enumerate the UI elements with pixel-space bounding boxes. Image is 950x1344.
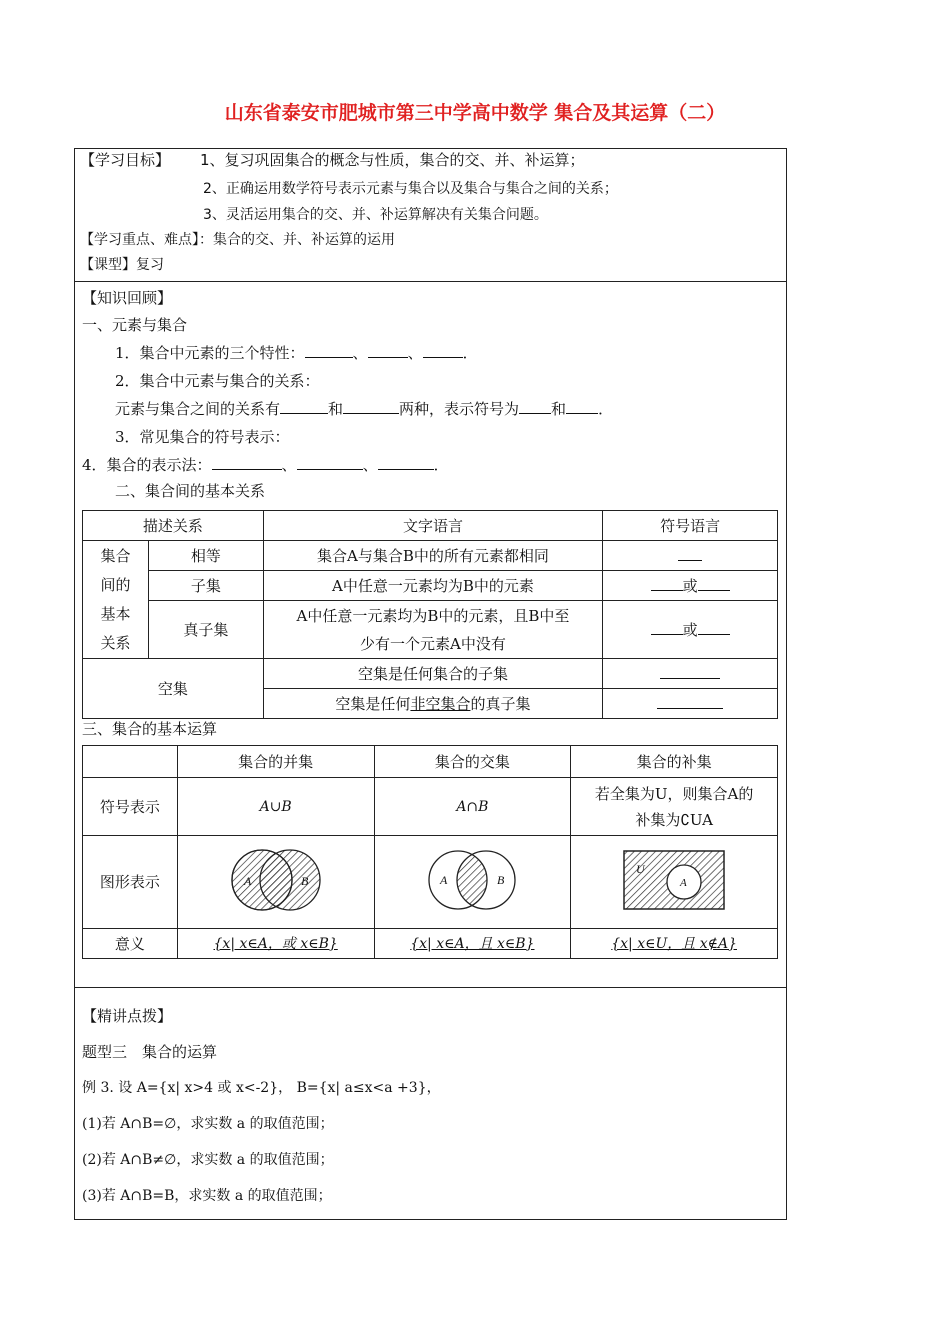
- question-1: (1)若 A∩B=∅，求实数 a 的取值范围；: [82, 1116, 334, 1132]
- complement-venn: [571, 836, 778, 929]
- practice-heading: 【精讲点拨】: [82, 1007, 173, 1025]
- union-venn-diagram: [226, 845, 326, 915]
- empty-set-blank-2: [603, 689, 778, 719]
- goal-3: 3、灵活运用集合的交、并、补运算解决有关集合问题。: [203, 207, 548, 223]
- union-meaning: {x| x∈A，或 x∈B}: [177, 929, 374, 959]
- relation-subset-name: 子集: [148, 571, 263, 601]
- complement-symbol: 若全集为U，则集合A的 补集为∁UA: [571, 778, 778, 836]
- relation-group-label: 集合 间的 基本 关系: [83, 541, 149, 659]
- goal-label: 【学习目标】: [80, 151, 171, 169]
- goal-1: 1、复习巩固集合的概念与性质，集合的交、并、补运算；: [200, 151, 585, 169]
- relation-header-desc: 描述关系: [83, 511, 264, 541]
- svg-text:A: A: [243, 873, 251, 888]
- operations-table: [82, 745, 778, 959]
- svg-text:B: B: [300, 873, 308, 888]
- relation-equal-blank: [603, 541, 778, 571]
- review-item-1: 1．集合中元素的三个特性： 、 、 ．: [115, 344, 478, 362]
- ops-row-symbol: 符号表示: [83, 778, 178, 836]
- lesson-type: 【课型】复习: [80, 257, 164, 273]
- question-2: (2)若 A∩B≠∅，求实数 a 的取值范围；: [82, 1152, 334, 1168]
- problem-type-3: 题型三 集合的运算: [82, 1043, 218, 1061]
- relation-table: [82, 510, 778, 719]
- relation-proper-blank: 或: [603, 601, 778, 659]
- section-2: 二、集合间的基本关系: [115, 482, 266, 500]
- goal-2: 2、正确运用数学符号表示元素与集合以及集合与集合之间的关系；: [203, 181, 618, 197]
- union-symbol: A∪B: [177, 778, 374, 836]
- intersection-venn: [374, 836, 571, 929]
- page-title: 山东省泰安市肥城市第三中学高中数学 集合及其运算（二）: [224, 102, 726, 124]
- divider-header: [74, 281, 787, 282]
- relation-proper-text: A中任意一元素均为B中的元素，且B中至 少有一个元素A中没有: [263, 601, 602, 659]
- union-venn: [177, 836, 374, 929]
- ops-header-empty: [83, 746, 178, 778]
- svg-text:U: U: [636, 861, 645, 876]
- section-3: 三、集合的基本运算: [82, 720, 218, 738]
- svg-text:B: B: [497, 872, 505, 887]
- empty-set-text-2: 空集是任何非空集合的真子集: [263, 689, 602, 719]
- question-3: (3)若 A∩B=B，求实数 a 的取值范围；: [82, 1188, 332, 1204]
- relation-header-symbol: 符号语言: [603, 511, 778, 541]
- intersection-meaning: {x| x∈A，且 x∈B}: [374, 929, 571, 959]
- relation-equal-name: 相等: [148, 541, 263, 571]
- svg-text:A: A: [440, 872, 448, 887]
- divider-review: [74, 987, 787, 988]
- review-item-3: 3．常见集合的符号表示：: [115, 428, 290, 446]
- complement-venn-diagram: [622, 849, 726, 911]
- section-1: 一、元素与集合: [82, 316, 188, 334]
- ops-header-complement: 集合的补集: [571, 746, 778, 778]
- review-item-4: 4．集合的表示法： 、 、 ．: [82, 456, 449, 474]
- review-heading: 【知识回顾】: [82, 289, 173, 307]
- review-item-2b: 元素与集合之间的关系有 和 两种，表示符号为 和 ．: [115, 400, 614, 418]
- review-item-2: 2．集合中元素与集合的关系：: [115, 372, 320, 390]
- empty-set-blank-1: [603, 659, 778, 689]
- intersection-symbol: A∩B: [374, 778, 571, 836]
- example-3: 例 3. 设 A={x| x>4 或 x<-2}， B={x| a≤x<a +3}，: [82, 1080, 441, 1096]
- complement-meaning: {x| x∈U，且 x∉A}: [571, 929, 778, 959]
- ops-row-meaning: 意义: [83, 929, 178, 959]
- ops-row-figure: 图形表示: [83, 836, 178, 929]
- ops-header-union: 集合的并集: [177, 746, 374, 778]
- relation-proper-name: 真子集: [148, 601, 263, 659]
- relation-header-text: 文字语言: [263, 511, 602, 541]
- relation-equal-text: 集合A与集合B中的所有元素都相同: [263, 541, 602, 571]
- intersection-venn-diagram: [422, 845, 522, 915]
- ops-header-intersection: 集合的交集: [374, 746, 571, 778]
- empty-set-name: 空集: [83, 659, 264, 719]
- relation-subset-text: A中任意一元素均为B中的元素: [263, 571, 602, 601]
- svg-text:A: A: [680, 876, 687, 889]
- empty-set-text-1: 空集是任何集合的子集: [263, 659, 602, 689]
- focus-line: 【学习重点、难点】：集合的交、并、补运算的运用: [80, 232, 395, 248]
- relation-subset-blank: 或: [603, 571, 778, 601]
